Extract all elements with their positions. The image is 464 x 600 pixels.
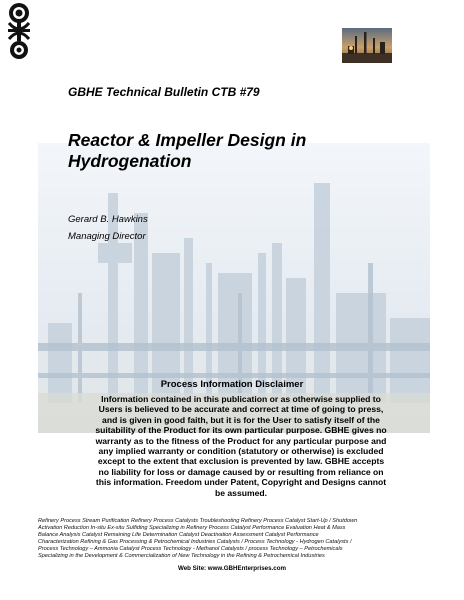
disclaimer-line: and is given in good faith, but it is for the User to satisfy itself of the bbox=[102, 414, 380, 425]
keyword-line: Characterization Refining & Gas Processing & Petrochemical Industries Catalysts / Process Technology - Hydrogen Catalysts / bbox=[38, 539, 352, 546]
website-link[interactable]: Web Site: www.GBHEnterprises.com bbox=[178, 565, 286, 572]
disclaimer-line: be assumed. bbox=[214, 487, 268, 498]
keyword-line: Activation Reduction In-situ Ex-situ Sulfiding Specializing in Refinery Process Catalyst Performance Evaluation Heat & Mass bbox=[38, 525, 346, 532]
gbhe-logo bbox=[4, 2, 36, 60]
disclaimer-line: Users is believed to be accurate and correct at time of going to press, bbox=[98, 404, 384, 415]
disclaimer-line: warranty as to the fitness of the Product for any particular purpose and bbox=[95, 435, 387, 446]
disclaimer-line: suitability of the Product for its own particular purpose. GBHE gives no bbox=[95, 425, 387, 436]
keyword-line: Specializing in the Development & Commercialization of New Technology in the Refining & Petrochemical Industries bbox=[38, 553, 325, 560]
title-line-2: Hydrogenation bbox=[68, 151, 192, 171]
author-role: Managing Director bbox=[68, 231, 146, 242]
disclaimer-line: Information contained in this publication or as otherwise supplied to bbox=[101, 394, 381, 404]
refinery-thumbnail bbox=[342, 28, 392, 63]
disclaimer-body bbox=[82, 394, 400, 498]
bulletin-number: GBHE Technical Bulletin CTB #79 bbox=[68, 85, 260, 99]
disclaimer-line: no liability for loss or damage caused by or resulting from reliance on bbox=[98, 466, 384, 477]
service-keywords bbox=[38, 518, 430, 561]
disclaimer-line: this information. Freedom under Patent, Copyright and Designs cannot bbox=[95, 477, 387, 488]
keyword-line: Balance Analysis Catalyst Remaining Life Determination Catalyst Deactivation Assessment Catalyst Performance bbox=[38, 532, 319, 539]
keyword-line: Refinery Process Stream Purification Refinery Process Catalysts Troubleshooting Refinery Process Catalyst Start-Up / Shutdown bbox=[38, 518, 358, 524]
author-name: Gerard B. Hawkins bbox=[68, 214, 148, 225]
disclaimer-line: any implied warranty or condition (statutory or otherwise) is excluded bbox=[98, 446, 384, 457]
disclaimer-line: except to the extent that exclusion is prevented by law. GBHE accepts bbox=[97, 456, 385, 467]
disclaimer-heading: Process Information Disclaimer bbox=[160, 379, 304, 390]
title-line-1: Reactor & Impeller Design in bbox=[68, 130, 307, 150]
document-title bbox=[68, 130, 408, 172]
keyword-line: Process Technology – Ammonia Catalyst Process Technology - Methanol Catalysts / process Technology – Petrochemicals bbox=[38, 546, 343, 553]
